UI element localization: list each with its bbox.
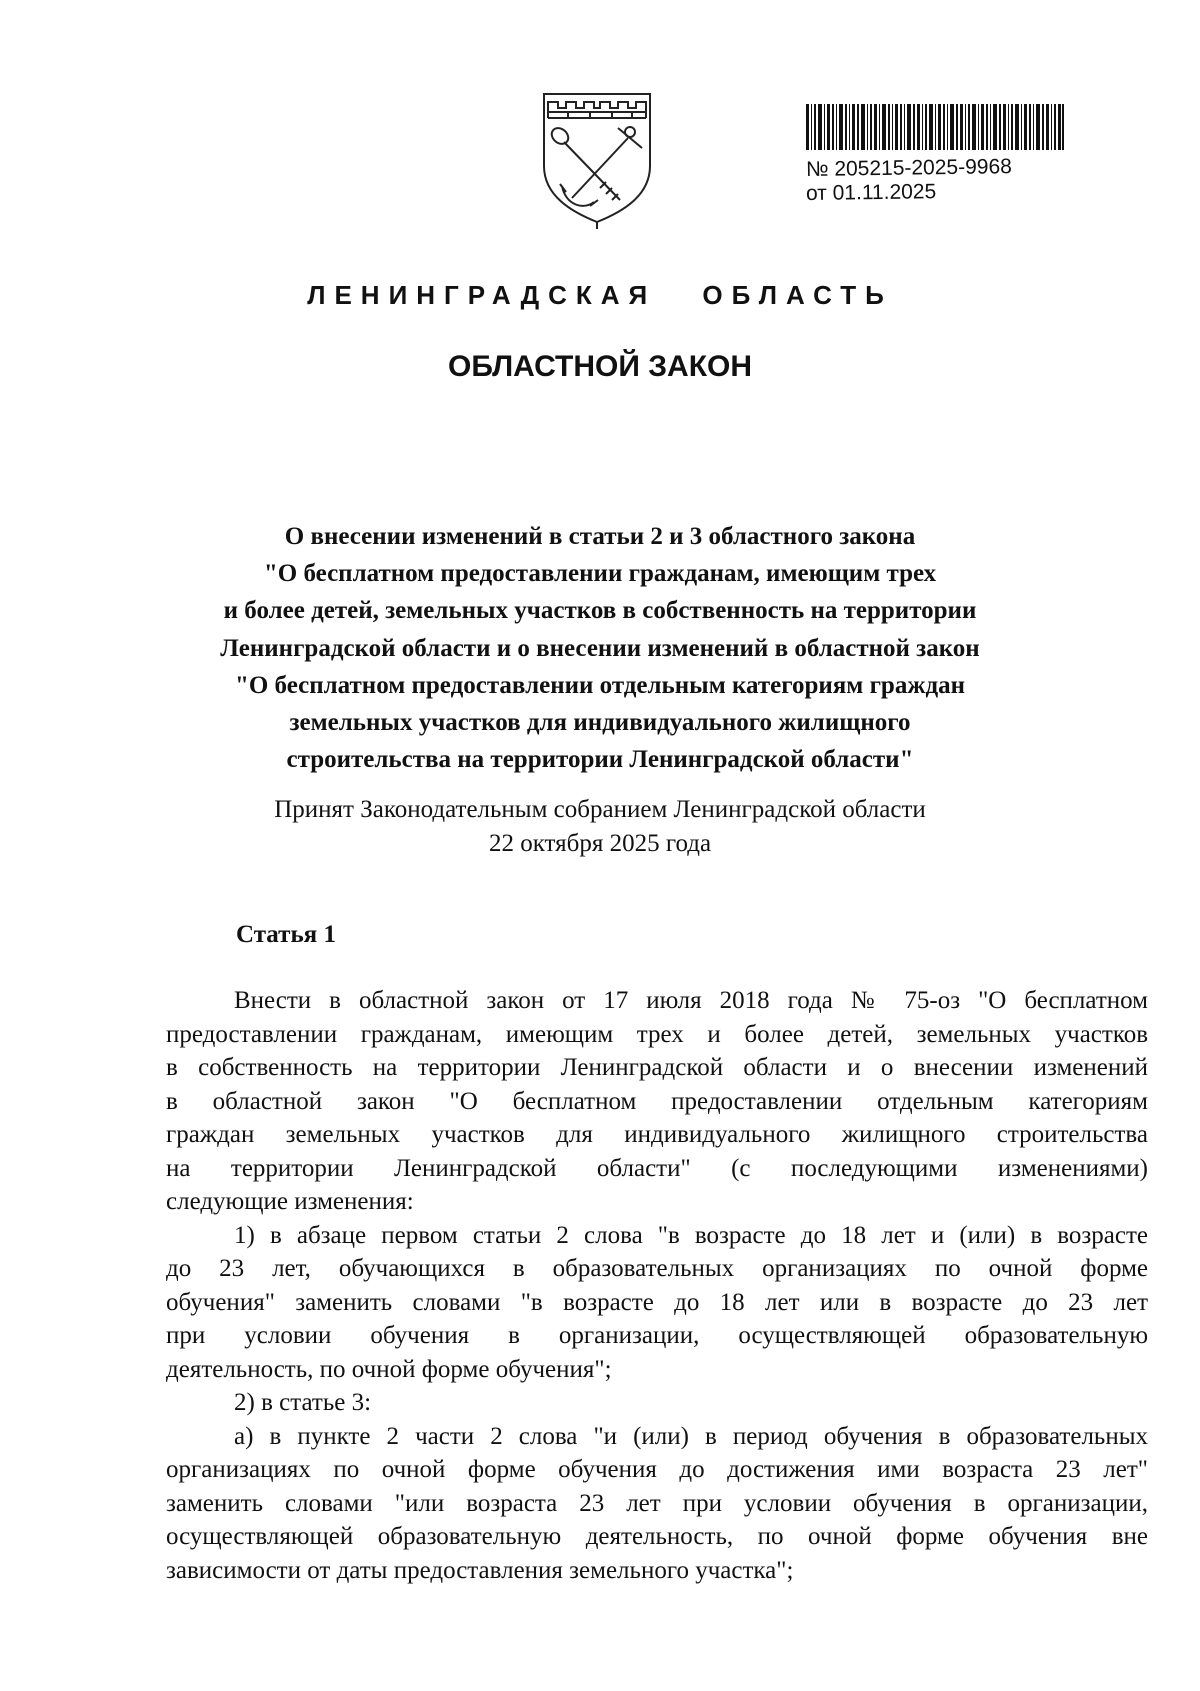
article-line: а) в пункте 2 части 2 слова "и (или) в период обучения в образовательных: [234, 1422, 1148, 1450]
article-line: при условии обучения в организации, осуществляющей образовательную: [166, 1322, 1148, 1349]
article-line: зависимости от даты предоставления земельного участка";: [166, 1556, 794, 1584]
article-line: заменить словами "или возраста 23 лет при условии обучения в организации,: [166, 1489, 1148, 1517]
title-line: и более детей, земельных участков в собственность на территории: [223, 597, 977, 625]
article-body: [166, 984, 1148, 1587]
registration-date: от 01.11.2025: [805, 180, 937, 205]
leningrad-oblast-coat-of-arms-icon: [538, 88, 656, 230]
article-line: Внести в областной закон от 17 июля 2018 года № 75-оз "О бесплатном: [234, 987, 1148, 1014]
title-line: земельных участков для индивидуального жилищного: [289, 709, 911, 737]
registration-number: № 205215-2025-9968: [805, 155, 1012, 181]
barcode-icon: [806, 104, 1064, 150]
article-line: деятельность, по очной форме обучения";: [166, 1355, 612, 1383]
law-title: [160, 518, 1040, 778]
article-line: предоставлении гражданам, имеющим трех и более детей, земельных участков: [166, 1020, 1148, 1048]
article-line: 2) в статье 3:: [234, 1389, 372, 1416]
region-heading: ЛЕНИНГРАДСКАЯ ОБЛАСТЬ: [307, 280, 893, 310]
article-line: в собственность на территории Ленинградской области и о внесении изменений: [166, 1054, 1148, 1081]
title-line: "О бесплатном предоставлении отдельным категориям граждан: [234, 671, 966, 699]
adoption-body: Принят Законодательным собранием Ленинградской области: [274, 796, 926, 823]
article-line: в областной закон "О бесплатном предоставлении отдельным категориям: [166, 1087, 1148, 1115]
article-heading: Статья 1: [236, 921, 336, 948]
registration-block: [806, 104, 1076, 206]
adoption-date: 22 октября 2025 года: [488, 830, 712, 857]
title-line: Ленинградской области и о внесении изменений в областной закон: [220, 634, 980, 662]
article-line: 1) в абзаце первом статьи 2 слова "в возрасте до 18 лет и (или) в возрасте: [234, 1221, 1148, 1249]
law-type-heading: ОБЛАСТНОЙ ЗАКОН: [447, 350, 753, 383]
title-line: строительства на территории Ленинградской области": [286, 746, 914, 774]
article-line: на территории Ленинградской области" (с последующими изменениями): [166, 1154, 1148, 1182]
article-line: до 23 лет, обучающихся в образовательных организациях по очной форме: [166, 1255, 1148, 1282]
article-line: обучения" заменить словами "в возрасте до 18 лет или в возрасте до 23 лет: [166, 1288, 1148, 1316]
title-line: О внесении изменений в статьи 2 и 3 областного закона: [284, 523, 916, 550]
article-line: следующие изменения:: [166, 1188, 414, 1215]
title-line: "О бесплатном предоставлении гражданам, имеющим трех: [263, 560, 937, 588]
article-line: осуществляющей образовательную деятельность, по очной форме обучения вне: [166, 1523, 1148, 1550]
article-line: граждан земельных участков для индивидуального жилищного строительства: [166, 1121, 1148, 1148]
article-line: организациях по очной форме обучения до достижения ими возраста 23 лет": [166, 1456, 1148, 1483]
adoption-note: [160, 793, 1040, 861]
